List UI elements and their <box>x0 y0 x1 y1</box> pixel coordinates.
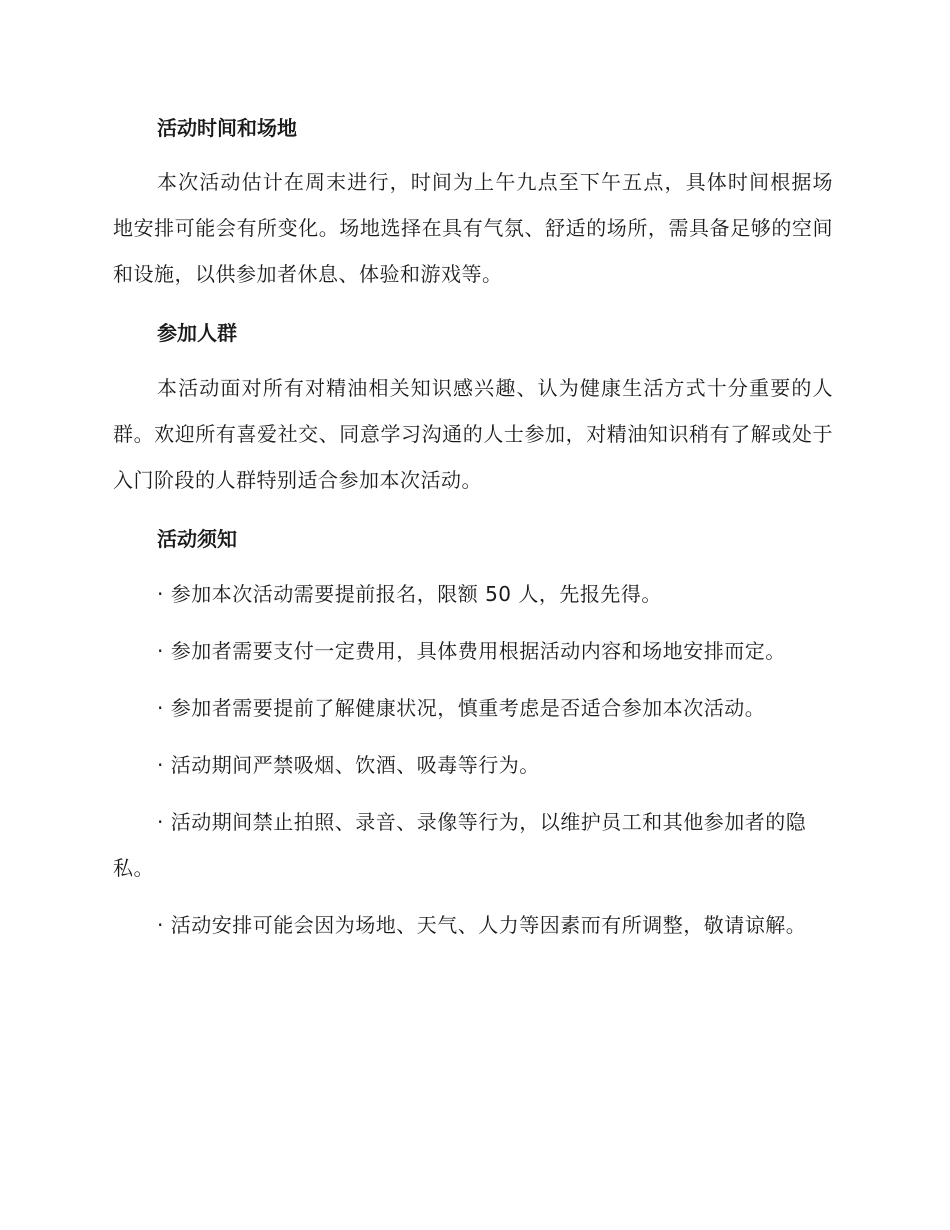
section-heading-notice: 活动须知 <box>157 527 237 551</box>
document-page <box>113 113 833 948</box>
audience-paragraph: 本活动面对所有对精油相关知识感兴趣、认为健康生活方式十分重要的人群。欢迎所有喜爱社交、同意学习沟通的人士参加，对精油知识稍有了解或处于入门阶段的人群特别适合参加本次活动。 <box>113 376 833 492</box>
notice-item: · 参加者需要支付一定费用，具体费用根据活动内容和场地安排而定。 <box>157 639 786 663</box>
notice-item: · 参加者需要提前了解健康状况，慎重考虑是否适合参加本次活动。 <box>157 696 766 720</box>
time-place-paragraph: 本次活动估计在周末进行，时间为上午九点至下午五点，具体时间根据场地安排可能会有所变化。场地选择在具有气氛、舒适的场所，需具备足够的空间和设施，以供参加者休息、体验和游戏等。 <box>113 170 833 286</box>
section-heading-time-place: 活动时间和场地 <box>157 116 297 140</box>
notice-item: · 活动期间禁止拍照、录音、录像等行为，以维护员工和其他参加者的隐私。 <box>113 810 807 880</box>
section-heading-audience: 参加人群 <box>157 321 237 345</box>
notice-item: · 活动期间严禁吸烟、饮酒、吸毒等行为。 <box>157 753 540 777</box>
notice-item: · 参加本次活动需要提前报名，限额 50 人，先报先得。 <box>157 582 662 606</box>
notice-item: · 活动安排可能会因为场地、天气、人力等因素而有所调整，敬请谅解。 <box>157 913 807 937</box>
notice-list <box>113 571 833 948</box>
